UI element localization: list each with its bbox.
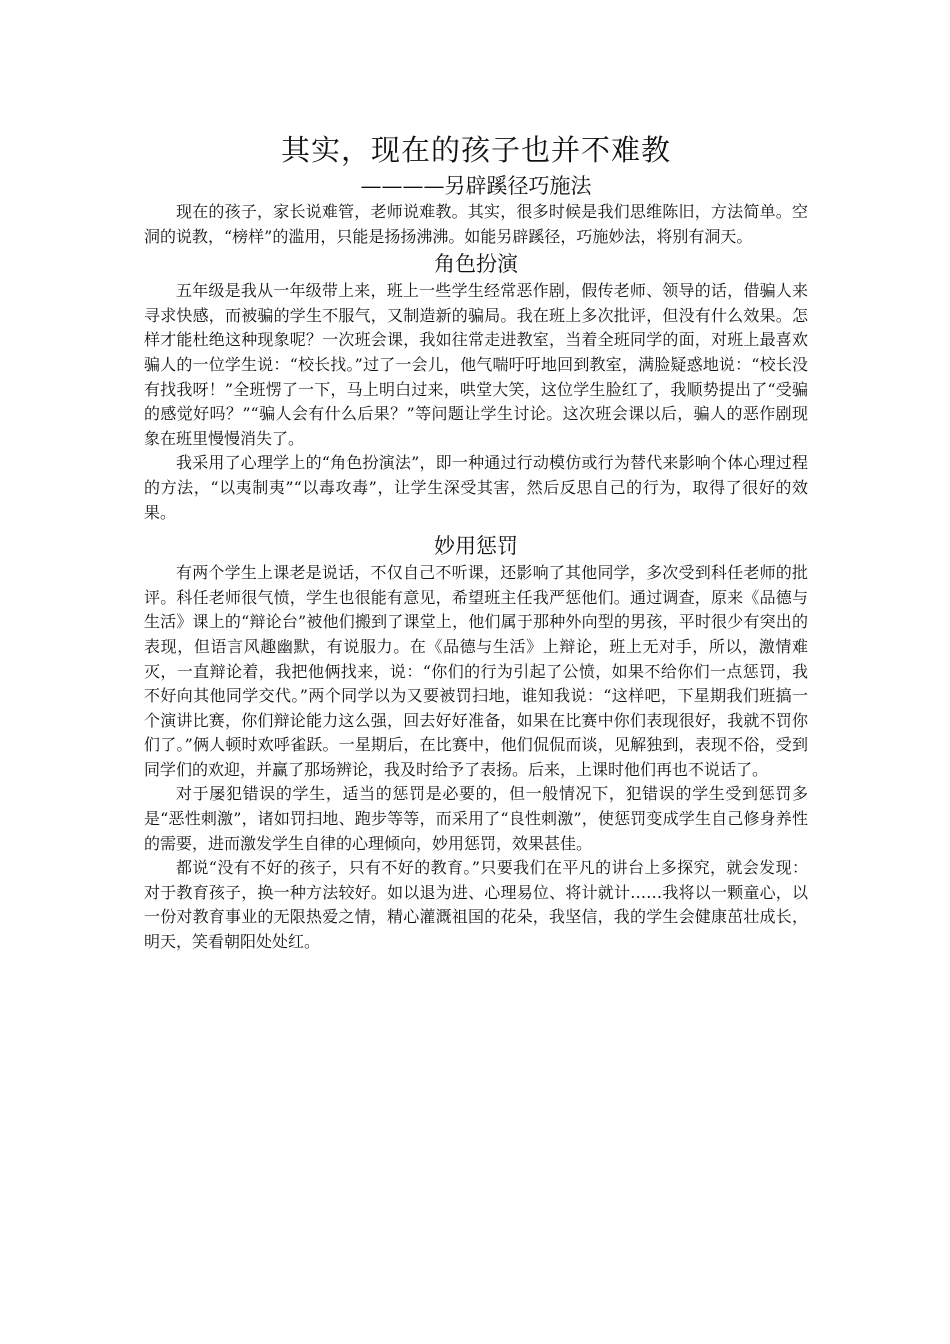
intro-paragraph: 现在的孩子，家长说难管，老师说难教。其实，很多时候是我们思维陈旧，方法简单。空洞的说教，“榜样”的滥用，只能是扬扬沸沸。如能另辟蹊径，巧施妙法，将别有洞天。 [144,202,808,246]
section-role-play [144,249,808,525]
document-title: 其实，现在的孩子也并不难教 [280,133,671,167]
section-paragraph: 有两个学生上课老是说话，不仅自己不听课，还影响了其他同学，多次受到科任老师的批评。科任老师很气愤，学生也很能有意见，希望班主任我严惩他们。通过调查，原来《品德与生活》课上的“辩论台”被他们搬到了课堂上，他们属于那种外向型的男孩，平时很少有突出的表现，但语言风趣幽默，有说服力。在《品德与生活》上辩论，班上无对手，所以，激情难灭，一直辩论着，我把他俩找来，说：“你们的行为引起了公愤，如果不给你们一点惩罚，我不好向其他同学交代。”两个同学以为又要被罚扫地，谁知我说：“这样吧，下星期我们班搞一个演讲比赛，你们辩论能力这么强，回去好好准备，如果在比赛中你们表现很好，我就不罚你们了。”俩人顿时欢呼雀跃。一星期后，在比赛中，他们侃侃而谈，见解独到，表现不俗，受到同学们的欢迎，并赢了那场辨论，我及时给予了表扬。后来，上课时他们再也不说话了。 [144,563,808,779]
section-heading: 角色扮演 [434,252,518,277]
section-punishment [144,531,808,955]
document-subtitle: ————另辟蹊径巧施法 [360,174,592,198]
document-page [144,128,808,955]
section-paragraph: 对于屡犯错误的学生，适当的惩罚是必要的，但一般情况下，犯错误的学生受到惩罚多是“恶性刺激”，诸如罚扫地、跑步等等，而采用了“良性刺激”，使惩罚变成学生自己修身养性的需要，进而激发学生自律的心理倾向，妙用惩罚，效果甚佳。 [144,784,808,853]
section-paragraph: 我采用了心理学上的“角色扮演法”，即一种通过行动模仿或行为替代来影响个体心理过程的方法，“以夷制夷”“以毒攻毒”，让学生深受其害，然后反思自己的行为，取得了很好的效果。 [144,453,808,522]
section-paragraph: 五年级是我从一年级带上来，班上一些学生经常恶作剧，假传老师、领导的话，借骗人来寻求快感，而被骗的学生不服气，又制造新的骗局。我在班上多次批评，但没有什么效果。怎样才能杜绝这种现象呢？一次班会课，我如往常走进教室，当着全班同学的面，对班上最喜欢骗人的一位学生说：“校长找。”过了一会儿，他气喘吁吁地回到教室，满脸疑惑地说：“校长没有找我呀！”全班愣了一下，马上明白过来，哄堂大笑，这位学生脸红了，我顺势提出了“受骗的感觉好吗？”“骗人会有什么后果？”等问题让学生讨论。这次班会课以后，骗人的恶作剧现象在班里慢慢消失了。 [144,281,808,448]
closing-paragraph: 都说“没有不好的孩子，只有不好的教育。”只要我们在平凡的讲台上多探究，就会发现：对于教育孩子，换一种方法较好。如以退为进、心理易位、将计就计……我将以一颗童心，以一份对教育事业的无限热爱之情，精心灌溉祖国的花朵，我坚信，我的学生会健康茁壮成长，明天，笑看朝阳处处红。 [144,858,808,952]
section-heading: 妙用惩罚 [434,534,518,559]
